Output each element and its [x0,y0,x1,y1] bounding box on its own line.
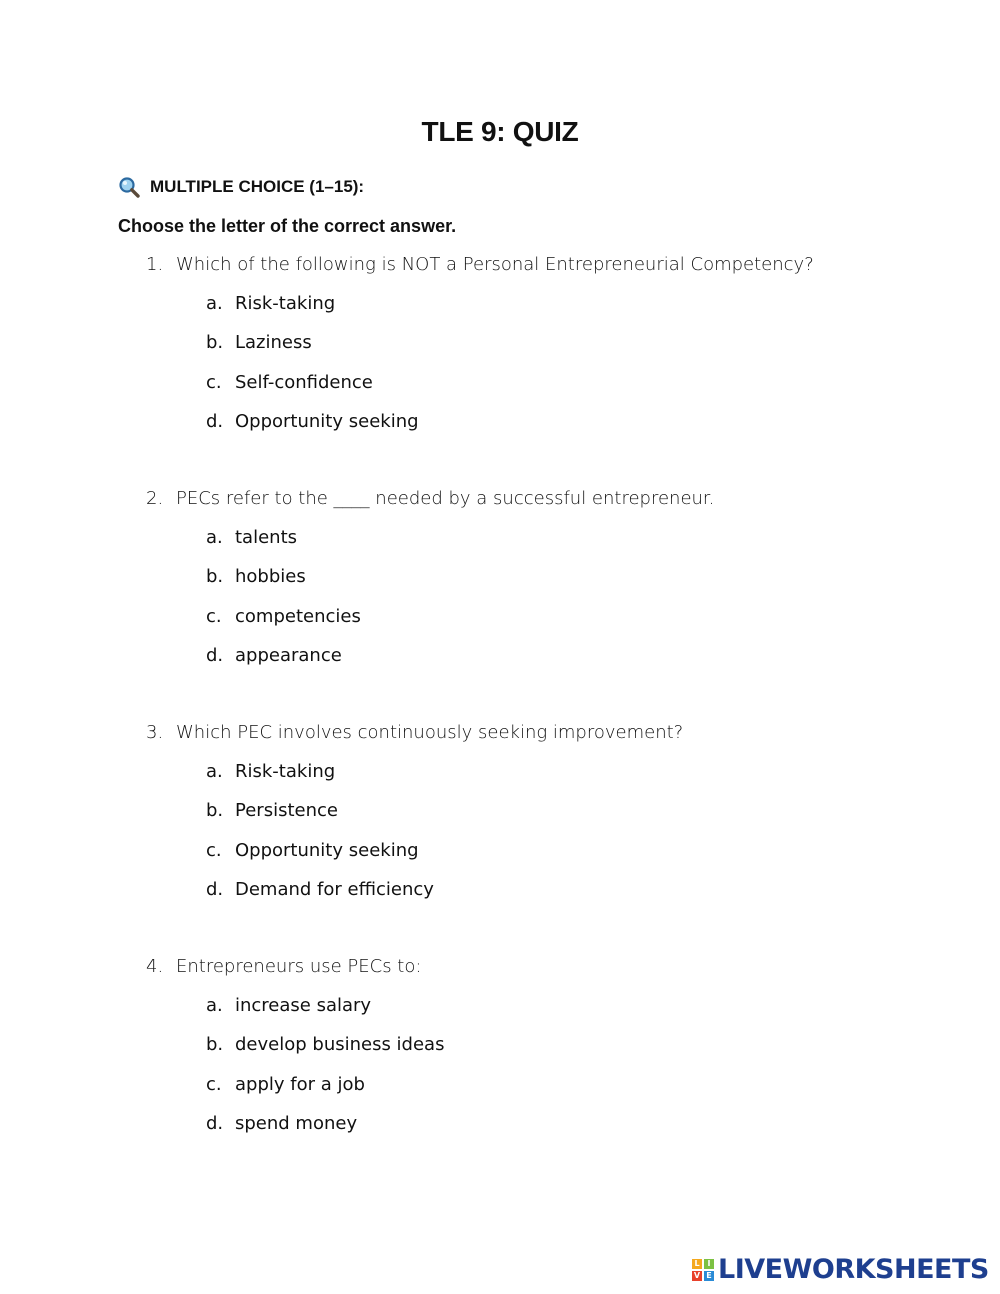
instructions: Choose the letter of the correct answer. [118,216,457,236]
option-4-a [206,995,371,1016]
logo-block-l: L [692,1259,702,1269]
option-letter: b. [206,332,224,354]
magnifier-icon [118,176,142,198]
option-letter: d. [206,1112,224,1134]
question-number: 1. [146,254,164,275]
option-letter: d. [206,878,224,900]
question-3 [146,722,683,743]
option-text: develop business ideas [235,1034,445,1056]
question-number: 2. [146,488,164,509]
option-text: appearance [235,644,342,666]
option-letter: b. [206,1034,224,1056]
option-text: Self-confidence [235,371,373,393]
option-letter: c. [206,605,222,627]
option-2-a [206,527,297,548]
option-letter: b. [206,800,224,822]
option-letter: c. [206,1073,222,1095]
question-text: Which of the following is NOT a Personal Entrepreneurial Competency? [176,254,814,275]
page-title: TLE 9: QUIZ [421,116,579,147]
option-letter: a. [206,293,223,315]
option-2-b [206,566,306,587]
option-3-a [206,761,335,782]
option-letter: c. [206,839,222,861]
option-4-c [206,1074,365,1095]
option-text: Laziness [235,332,312,354]
option-1-c [206,372,373,393]
option-2-c [206,606,361,627]
option-letter: b. [206,566,224,588]
question-number: 4. [146,956,164,977]
option-text: spend money [235,1112,358,1134]
logo-block-e: E [704,1271,714,1281]
option-text: apply for a job [235,1073,365,1095]
section-heading [118,176,364,198]
option-letter: a. [206,995,223,1017]
option-text: Risk-taking [235,293,336,315]
option-1-a [206,293,335,314]
option-text: Opportunity seeking [235,839,419,861]
option-text: Demand for efficiency [235,878,434,900]
option-text: Risk-taking [235,761,336,783]
option-text: competencies [235,605,361,627]
option-letter: a. [206,761,223,783]
question-4 [146,956,421,977]
option-text: Persistence [235,800,338,822]
option-3-b [206,800,338,821]
option-text: talents [235,527,298,549]
section-heading-text: MULTIPLE CHOICE (1–15): [150,177,365,196]
option-text: Opportunity seeking [235,410,419,432]
option-1-d [206,411,419,432]
option-4-b [206,1034,444,1055]
question-1 [146,254,814,275]
option-3-c [206,840,419,861]
option-letter: c. [206,371,222,393]
question-2 [146,488,714,509]
question-text: PECs refer to the ____ needed by a successful entrepreneur. [176,488,715,509]
option-letter: a. [206,527,223,549]
option-text: hobbies [235,566,306,588]
logo-block-v: V [693,1270,701,1280]
option-text: increase salary [235,995,372,1017]
option-1-b [206,332,312,353]
option-2-d [206,645,342,666]
logo-blocks [692,1259,714,1281]
option-3-d [206,879,434,900]
question-text: Which PEC involves continuously seeking improvement? [176,722,684,743]
option-4-d [206,1113,357,1134]
question-text: Entrepreneurs use PECs to: [176,956,422,977]
logo-block-i: I [704,1259,714,1269]
question-number: 3. [146,722,164,743]
logo-text: LIVEWORKSHEETS [718,1254,989,1285]
liveworksheets-logo [692,1254,989,1285]
option-letter: d. [206,644,224,666]
option-letter: d. [206,410,224,432]
